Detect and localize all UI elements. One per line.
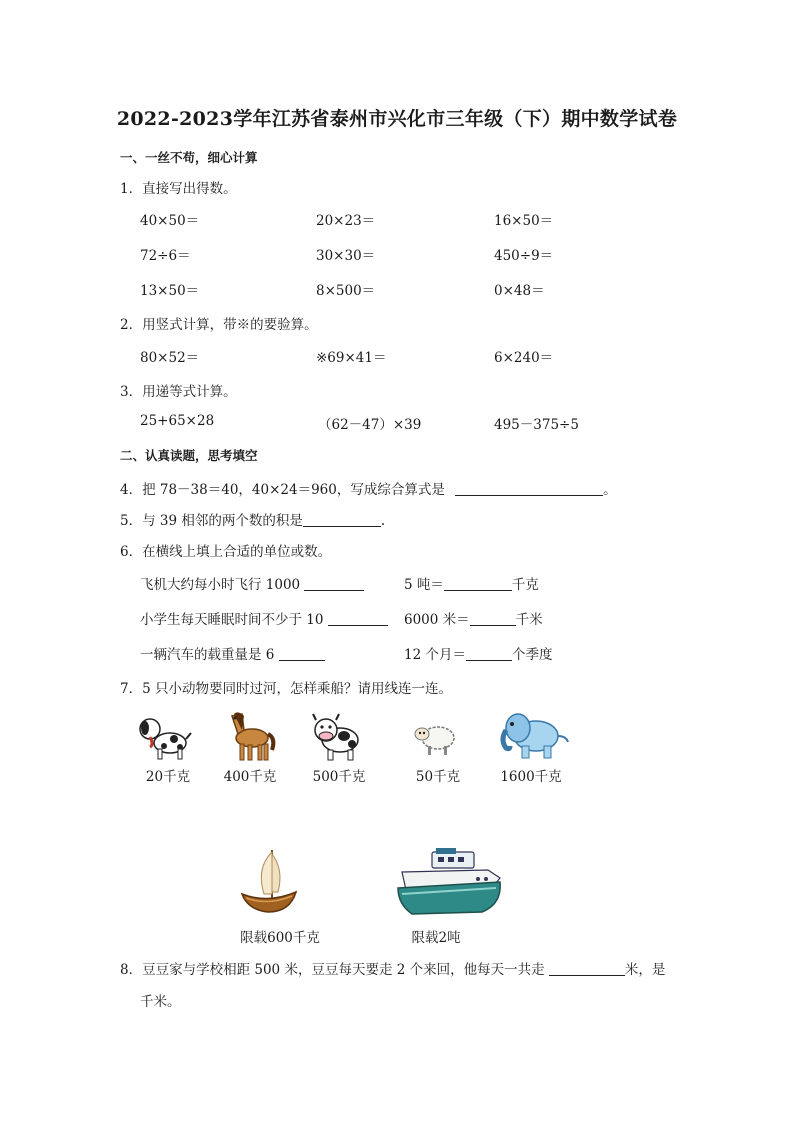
page-title: 2022-2023学年江苏省泰州市兴化市三年级（下）期中数学试卷 xyxy=(116,108,678,130)
vertical-calc-item: 80×52＝ xyxy=(140,350,200,366)
horse-icon[interactable] xyxy=(222,708,278,764)
ship-icon[interactable] xyxy=(392,848,508,920)
animal-weight-label: 50千克 xyxy=(415,769,461,785)
calc-item: 30×30＝ xyxy=(316,248,376,264)
answer-blank[interactable] xyxy=(466,646,512,661)
unit-row-3a xyxy=(140,643,325,663)
answer-blank[interactable] xyxy=(549,961,625,976)
answer-blank[interactable] xyxy=(303,512,381,527)
question-4-text: 4．把 78－38＝40，40×24＝960，写成综合算式是 xyxy=(120,482,445,498)
unit-prompt: 小学生每天睡眠时间不少于 10 xyxy=(140,612,324,628)
question-8-line2: 千米。 xyxy=(140,994,181,1010)
question-1: 1．直接写出得数。 xyxy=(120,181,237,197)
question-3: 3．用递等式计算。 xyxy=(120,384,237,400)
dog-icon[interactable] xyxy=(136,713,192,761)
question-4-tail: 。 xyxy=(603,482,617,498)
boat-capacity-label: 限载2吨 xyxy=(411,930,461,946)
answer-blank[interactable] xyxy=(444,576,512,591)
animal-weight-label: 500千克 xyxy=(312,769,366,785)
answer-blank[interactable] xyxy=(470,611,516,626)
vertical-calc-item: ※69×41＝ xyxy=(316,350,387,366)
unit-suffix: 千米 xyxy=(515,612,543,628)
calc-item: 40×50＝ xyxy=(140,213,200,229)
calc-item: 13×50＝ xyxy=(140,283,200,299)
stepwise-calc-item: 495－375÷5 xyxy=(494,417,579,433)
animal-weight-label: 20千克 xyxy=(145,769,191,785)
calc-item: 72÷6＝ xyxy=(140,248,191,264)
unit-prompt: 12 个月＝ xyxy=(404,647,466,663)
question-8-mid: 米，是 xyxy=(624,962,666,978)
cow-icon[interactable] xyxy=(310,710,364,762)
answer-blank[interactable] xyxy=(328,611,388,626)
stepwise-calc-item: 25+65×28 xyxy=(140,413,215,429)
unit-suffix: 个季度 xyxy=(511,647,553,663)
stepwise-calc-item: （62－47）×39 xyxy=(318,417,422,433)
unit-suffix: 千克 xyxy=(511,577,539,593)
unit-prompt: 一辆汽车的载重量是 6 xyxy=(140,647,275,663)
unit-prompt: 5 吨＝ xyxy=(404,577,444,593)
calc-item: 16×50＝ xyxy=(494,213,554,229)
animal-weight-label: 1600千克 xyxy=(500,769,562,785)
unit-row-3b xyxy=(404,643,552,663)
question-5 xyxy=(120,509,385,529)
sailboat-icon[interactable] xyxy=(238,846,300,916)
unit-row-1a xyxy=(140,573,364,593)
calc-item: 0×48＝ xyxy=(494,283,545,299)
boat-capacity-label: 限载600千克 xyxy=(240,930,320,946)
answer-blank[interactable] xyxy=(279,646,325,661)
unit-prompt: 飞机大约每小时飞行 1000 xyxy=(140,577,301,593)
question-5-tail: . xyxy=(380,513,386,529)
question-7: 7．5 只小动物要同时过河，怎样乘船？请用线连一连。 xyxy=(120,681,452,697)
section-heading-1: 一、一丝不苟，细心计算 xyxy=(120,150,258,165)
calc-item: 8×500＝ xyxy=(316,283,376,299)
calc-item: 450÷9＝ xyxy=(494,248,554,264)
answer-blank[interactable] xyxy=(304,576,364,591)
elephant-icon[interactable] xyxy=(498,706,572,762)
answer-blank[interactable] xyxy=(455,481,603,496)
unit-row-2a xyxy=(140,608,388,628)
unit-row-2b xyxy=(404,608,543,628)
question-5-text: 5．与 39 相邻的两个数的积是 xyxy=(120,513,303,529)
unit-row-1b xyxy=(404,573,539,593)
question-8 xyxy=(120,958,665,978)
question-4 xyxy=(120,478,617,498)
question-8-text: 8．豆豆家与学校相距 500 米，豆豆每天要走 2 个来回，他每天一共走 xyxy=(120,962,545,978)
sheep-icon[interactable] xyxy=(412,716,458,758)
question-6: 6．在横线上填上合适的单位或数。 xyxy=(120,544,332,560)
unit-prompt: 6000 米＝ xyxy=(404,612,470,628)
vertical-calc-item: 6×240＝ xyxy=(494,350,554,366)
question-2: 2．用竖式计算，带※的要验算。 xyxy=(120,317,318,333)
calc-item: 20×23＝ xyxy=(316,213,376,229)
animal-weight-label: 400千克 xyxy=(223,769,277,785)
section-heading-2: 二、认真读题，思考填空 xyxy=(120,448,258,463)
